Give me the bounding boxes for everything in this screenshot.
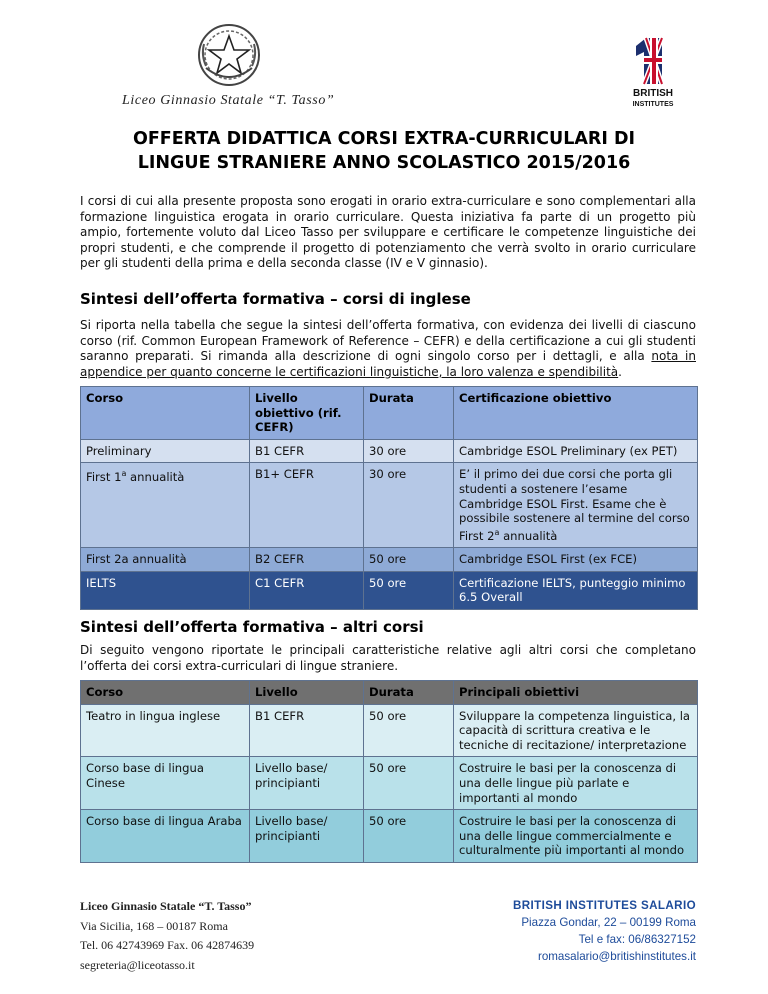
school-contact-footer	[80, 897, 254, 975]
table-cell: Preliminary	[81, 439, 250, 463]
table-cell: C1 CEFR	[250, 571, 364, 609]
table-row	[81, 548, 698, 572]
table-cell: E’ il primo dei due corsi che porta gli studenti a sostenere l’esame Cambridge ESOL First. Esame che è possibile sostenere al termine del corso First 2$^a$ annualità	[454, 463, 698, 548]
table-cell: 50 ore	[364, 548, 454, 572]
section-intro-other: Di seguito vengono riportate le principali caratteristiche relative agli altri corsi che completano l’offerta dei corsi extra-curriculari di lingue straniere.	[80, 643, 696, 673]
table-cell: Teatro in lingua inglese	[81, 704, 250, 757]
footer-institute-address: Piazza Gondar, 22 – 00199 Roma	[521, 916, 696, 929]
title-line-2: LINGUE STRANIERE ANNO SCOLASTICO 2015/2016	[137, 153, 631, 173]
column-header: Durata	[364, 387, 454, 440]
logo-text-bottom: INSTITUTES	[632, 101, 674, 108]
table-cell: B2 CEFR	[250, 548, 364, 572]
other-courses-table	[80, 680, 698, 863]
column-header: Certificazione obiettivo	[454, 387, 698, 440]
column-header: Durata	[364, 681, 454, 705]
footer-institute-email[interactable]: romasalario@britishinstitutes.it	[537, 950, 696, 963]
footer-institute-phone: Tel e fax: 06/86327152	[578, 933, 696, 946]
table-cell: Sviluppare la competenza linguistica, la capacità di scrittura creativa e le tecniche di recitazione/ interpretazione	[454, 704, 698, 757]
section-heading-other: Sintesi dell’offerta formativa – altri corsi	[80, 618, 424, 636]
table-row	[81, 704, 698, 757]
table-cell: Costruire le basi per la conoscenza di una delle lingue commercialmente e culturalmente più importanti al mondo	[454, 810, 698, 863]
table-cell: 30 ore	[364, 463, 454, 548]
table-cell: Certificazione IELTS, punteggio minimo 6.5 Overall	[454, 571, 698, 609]
appendix-note-link[interactable]: nota in appendice per quanto concerne le certificazioni linguistiche, la loro valenza e spendibilità	[80, 349, 696, 379]
table-header-row	[81, 681, 698, 705]
english-courses-table	[80, 386, 698, 610]
table-cell: 50 ore	[364, 571, 454, 609]
school-caption: Liceo Ginnasio Statale “T. Tasso”	[122, 93, 335, 108]
table-row	[81, 439, 698, 463]
section-intro-text: Si riporta nella tabella che segue la sintesi dell’offerta formativa, con evidenza dei livelli di ciascuno corso (rif. Common European Framework of Reference – CEFR) e della certificazione a cui gli studenti saranno preparati. Si rimanda alla descrizione di ogni singolo corso per i dettagli, e alla	[80, 318, 696, 363]
table-cell: First 1$^a$ annualità	[81, 463, 250, 548]
column-header: Corso	[81, 681, 250, 705]
table-cell: 30 ore	[364, 439, 454, 463]
section-intro-end: .	[618, 364, 622, 379]
table-cell: 50 ore	[364, 704, 454, 757]
column-header: Livello obiettivo (rif. CEFR)	[250, 387, 364, 440]
table-cell: 50 ore	[364, 810, 454, 863]
table-row	[81, 810, 698, 863]
table-cell: Cambridge ESOL Preliminary (ex PET)	[454, 439, 698, 463]
table-cell: Livello base/ principianti	[250, 757, 364, 810]
table-header-row	[81, 387, 698, 440]
table-cell: Corso base di lingua Araba	[81, 810, 250, 863]
intro-paragraph: I corsi di cui alla presente proposta sono erogati in orario extra-curriculare e sono complementari alla formazione linguistica erogata in orario curriculare. Questa iniziativa fa parte di un progetto più ampio, fortemente voluto dal Liceo Tasso per sviluppare e certificare le competenze linguistiche dei propri studenti, e che comprende il progetto di potenziamento che verrà svolto in orario curriculare per gli studenti della prima e della seconda classe (IV e V ginnasio).	[80, 194, 696, 270]
british-institutes-logo	[628, 34, 678, 110]
table-cell: 50 ore	[364, 757, 454, 810]
table-cell: B1+ CEFR	[250, 463, 364, 548]
table-cell: B1 CEFR	[250, 439, 364, 463]
table-row	[81, 571, 698, 609]
title-line-1: OFFERTA DIDATTICA CORSI EXTRA-CURRICULARI DI	[132, 129, 636, 149]
footer-school-name: Liceo Ginnasio Statale “T. Tasso”	[80, 899, 252, 913]
footer-institute-name: BRITISH INSTITUTES SALARIO	[512, 899, 696, 912]
italian-republic-emblem-icon	[196, 22, 262, 88]
footer-school-address: Via Sicilia, 168 – 00187 Roma	[80, 918, 228, 933]
institute-contact-footer	[480, 897, 696, 965]
section-heading-english: Sintesi dell’offerta formativa – corsi di inglese	[80, 290, 471, 308]
table-cell: Cambridge ESOL First (ex FCE)	[454, 548, 698, 572]
table-cell: Livello base/ principianti	[250, 810, 364, 863]
document-title	[0, 127, 768, 175]
footer-school-email[interactable]: segreteria@liceotasso.it	[80, 957, 195, 972]
table-cell: First 2a annualità	[81, 548, 250, 572]
table-row	[81, 757, 698, 810]
table-cell: B1 CEFR	[250, 704, 364, 757]
table-cell: Corso base di lingua Cinese	[81, 757, 250, 810]
logo-text-top: BRITISH	[633, 88, 673, 99]
table-cell: Costruire le basi per la conoscenza di una delle lingue più parlate e importanti al mondo	[454, 757, 698, 810]
table-cell: IELTS	[81, 571, 250, 609]
column-header: Principali obiettivi	[454, 681, 698, 705]
table-row	[81, 463, 698, 548]
section-intro-english	[80, 318, 696, 380]
footer-school-phone: Tel. 06 42743969 Fax. 06 42874639	[80, 938, 255, 952]
column-header: Corso	[81, 387, 250, 440]
column-header: Livello	[250, 681, 364, 705]
